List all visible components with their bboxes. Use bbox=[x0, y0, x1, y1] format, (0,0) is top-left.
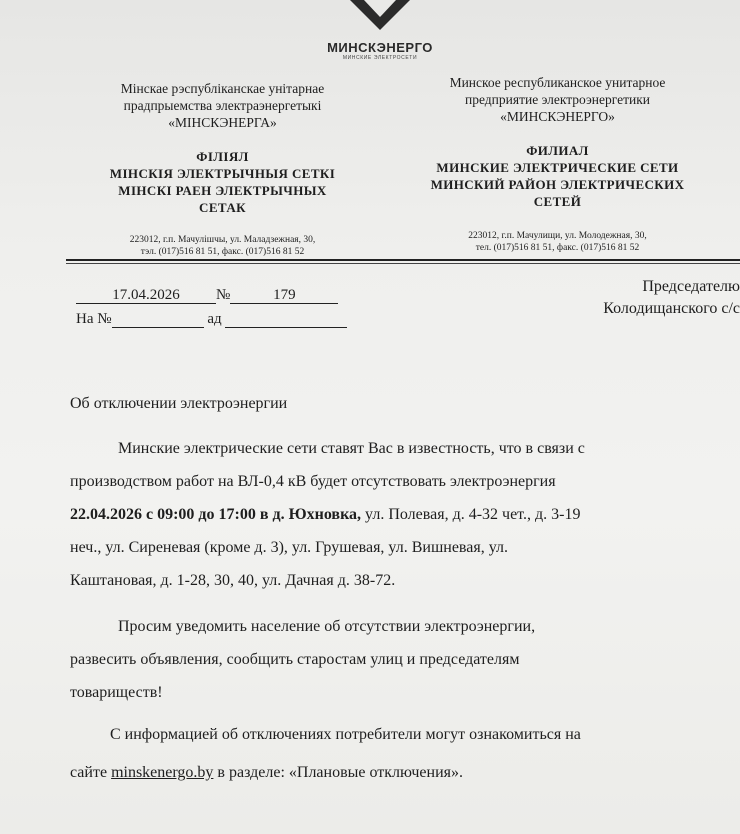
branch-line: ФІЛІЯЛ bbox=[196, 149, 249, 164]
branch-right bbox=[385, 142, 730, 210]
number-label: № bbox=[216, 287, 231, 303]
letter-date: 17.04.2026 bbox=[76, 287, 216, 304]
outage-date-time: 22.04.2026 с 09:00 до 17:00 в д. Юхновка, bbox=[70, 506, 362, 523]
logo-subtitle: МИНСКИЕ ЭЛЕКТРОСЕТИ bbox=[342, 55, 418, 61]
reference-number-blank bbox=[112, 311, 204, 328]
org-line: предприятие электроэнергетики bbox=[465, 92, 650, 107]
logo-name: МИНСКЭНЕРГО bbox=[327, 40, 433, 55]
registration-line bbox=[76, 287, 338, 304]
header-left bbox=[70, 80, 375, 131]
paragraph-3-line bbox=[70, 756, 740, 789]
header-divider-thin bbox=[66, 263, 740, 264]
site-prefix: сайте bbox=[70, 764, 112, 781]
site-suffix: в разделе: «Плановые отключения». bbox=[213, 764, 464, 781]
paragraph-3-line: С информацией об отключениях потребители могут ознакомиться на bbox=[110, 726, 581, 743]
paragraph-2-line: товариществ! bbox=[70, 684, 163, 701]
address-right bbox=[385, 230, 730, 254]
branch-line: СЕТАК bbox=[199, 200, 246, 215]
org-line: «МІНСКЭНЕРГА» bbox=[168, 115, 277, 130]
header-right bbox=[385, 74, 730, 125]
address-line: тел. (017)516 81 51, факс. (017)516 81 52 bbox=[475, 243, 640, 253]
addressee bbox=[603, 276, 740, 320]
paragraph-2-line: Просим уведомить население об отсутствии электроэнергии, bbox=[118, 618, 536, 635]
address-line: тэл. (017)516 81 51, факс. (017)516 81 52 bbox=[140, 247, 305, 257]
paragraph-1-line: Каштановая, д. 1-28, 30, 40, ул. Дачная д. 38-72. bbox=[70, 572, 396, 589]
address-left bbox=[70, 234, 375, 258]
paragraph-1-line: производством работ на ВЛ-0,4 кВ будет отсутствовать электроэнергия bbox=[70, 473, 556, 490]
org-line: Мінскае рэспубліканскае унітарнае bbox=[120, 81, 325, 96]
branch-line: МІНСКІ РАЕН ЭЛЕКТРЫЧНЫХ bbox=[118, 183, 327, 198]
addressee-line: Председателю bbox=[642, 278, 740, 295]
address-line: 223012, г.п. Мачулищи, ул. Молодежная, 30, bbox=[468, 231, 647, 241]
paragraph-1-line: Минские электрические сети ставят Вас в известность, что в связи с bbox=[118, 440, 585, 457]
outage-streets: ул. Полевая, д. 4-32 чет., д. 3-19 bbox=[361, 506, 581, 523]
from-label: ад bbox=[207, 311, 222, 327]
website-link[interactable]: minskenergo.by bbox=[111, 764, 214, 781]
branch-line: МІНСКІЯ ЭЛЕКТРЫЧНЫЯ СЕТКІ bbox=[109, 166, 336, 181]
branch-left bbox=[70, 148, 375, 216]
branch-line: ФИЛИАЛ bbox=[526, 143, 589, 158]
letter-number: 179 bbox=[230, 287, 338, 304]
paragraph-1-line: неч., ул. Сиреневая (кроме д. 3), ул. Грушевая, ул. Вишневая, ул. bbox=[70, 539, 509, 556]
addressee-line: Колодищанского с/с bbox=[603, 300, 740, 317]
minskenergo-logo-icon bbox=[340, 0, 420, 34]
branch-line: МИНСКИЕ ЭЛЕКТРИЧЕСКИЕ СЕТИ bbox=[436, 160, 679, 175]
org-line: прадпрыемства электраэнергетыкі bbox=[123, 98, 322, 113]
reference-line bbox=[76, 311, 347, 328]
address-line: 223012, г.п. Мачулішчы, ул. Маладзежная, 30, bbox=[129, 235, 316, 245]
reference-date-blank bbox=[225, 311, 347, 328]
letter-subject: Об отключении электроэнергии bbox=[70, 395, 288, 412]
reference-label: На № bbox=[76, 311, 112, 327]
header-divider bbox=[66, 259, 740, 261]
paragraph-1-line bbox=[70, 498, 740, 531]
branch-line: МИНСКИЙ РАЙОН ЭЛЕКТРИЧЕСКИХ bbox=[430, 177, 685, 192]
org-line: Минское республиканское унитарное bbox=[449, 75, 666, 90]
org-line: «МИНСКЭНЕРГО» bbox=[500, 109, 615, 124]
paragraph-2-line: развесить объявления, сообщить старостам улиц и председателям bbox=[70, 651, 520, 668]
branch-line: СЕТЕЙ bbox=[533, 194, 582, 209]
